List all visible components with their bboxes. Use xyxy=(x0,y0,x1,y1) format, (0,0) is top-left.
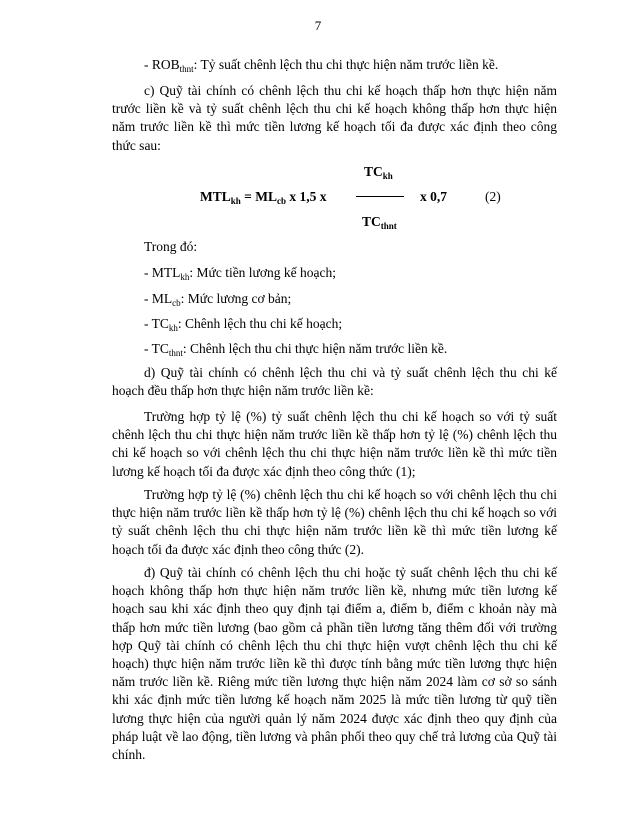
formula-lhs: $MTL_{kh} = ML_{cb}$ x 1,5 x xyxy=(200,189,327,206)
def-text: : Tỷ suất chênh lệch thu chi thực hiện năm trước liền kề. xyxy=(193,57,499,72)
paragraph-d: d) Quỹ tài chính có chênh lệch thu chi và tỷ suất chênh lệch thu chi kế hoạch đều thấp hơn thực hiện năm trước liền kề: xyxy=(112,365,557,399)
definition-tc-kh: - $TC_{kh}$: Chênh lệch thu chi kế hoạch; xyxy=(144,316,343,333)
formula-numerator: $TC_{kh}$ xyxy=(364,164,393,181)
paragraph-dd: đ) Quỹ tài chính có chênh lệch thu chi hoặc tỷ suất chênh lệch thu chi kế hoạch không thấp hơn thực hiện năm trước liền kề, nhưng mức tiền lương kế hoạch sau khi xác định theo quy định tại điểm a, điểm b, điểm c khoản này mà thấp hơn mức tiền lương (bao gồm cả phần tiền lương tăng thêm đối với trường hợp Quỹ tài chính có chênh lệch thu chi thực hiện vượt chênh lệch thu chi kế hoạch) thực hiện năm trước liền kề thì được tính bằng mức tiền lương thực hiện năm trước liền kề. Riêng mức tiền lương thực hiện năm 2024 làm cơ sở so sánh khi xác định mức tiền lương kế hoạch năm 2025 là mức tiền lương từ quỹ tiền lương thực hiện của người quản lý năm 2024 được xác định theo quy định của pháp luật về lao động, tiền lương và phân phối theo quy chế trả lương của Quỹ tài chính. xyxy=(112,565,557,763)
trong-do-label: Trong đó: xyxy=(144,239,198,254)
formula-2 xyxy=(0,0,636,240)
def-sub: thnt xyxy=(179,64,194,74)
definition-ml: - $ML_{cb}$: Mức lương cơ bản; xyxy=(144,291,292,308)
paragraph-d-case-2: Trường hợp tỷ lệ (%) chênh lệch thu chi kế hoạch so với chênh lệch thu chi thực hiện năm trước liền kề thấp hơn tỷ lệ (%) chênh lệch thu chi kế hoạch so với tỷ suất chênh lệch thu chi thực hiện năm trước liền kề thì mức tiền lương kế hoạch tối đa được xác định theo công thức (2). xyxy=(112,487,557,557)
page-number: 7 xyxy=(314,18,322,33)
paragraph-c: c) Quỹ tài chính có chênh lệch thu chi kế hoạch thấp hơn thực hiện năm trước liền kề và tỷ suất chênh lệch thu chi kế hoạch không thấp hơn thực hiện năm trước liền kề thì mức tiền lương kế hoạch tối đa được xác định theo công thức sau: xyxy=(112,83,557,153)
formula-denominator: $TC_{thnt}$ xyxy=(362,214,397,231)
paragraph-d-case-1: Trường hợp tỷ lệ (%) tỷ suất chênh lệch thu chi kế hoạch so với tỷ suất chênh lệch thu chi thực hiện năm trước liền kề thấp hơn tỷ lệ (%) chênh lệch thu chi kế hoạch so với chênh lệch thu chi thực hiện năm trước liền kề thì mức tiền lương kế hoạch tối đa được xác định theo công thức (1); xyxy=(112,409,557,479)
formula-number: (2) xyxy=(485,189,501,204)
def-prefix: - ROB xyxy=(144,57,180,72)
fraction-bar xyxy=(356,196,404,197)
formula-multiplier: x 0,7 xyxy=(420,189,447,204)
definition-tc-thnt: - $TC_{thnt}$: Chênh lệch thu chi thực hiện năm trước liền kề. xyxy=(144,341,448,358)
definition-mtl: - $MTL_{kh}$: Mức tiền lương kế hoạch; xyxy=(144,265,336,282)
